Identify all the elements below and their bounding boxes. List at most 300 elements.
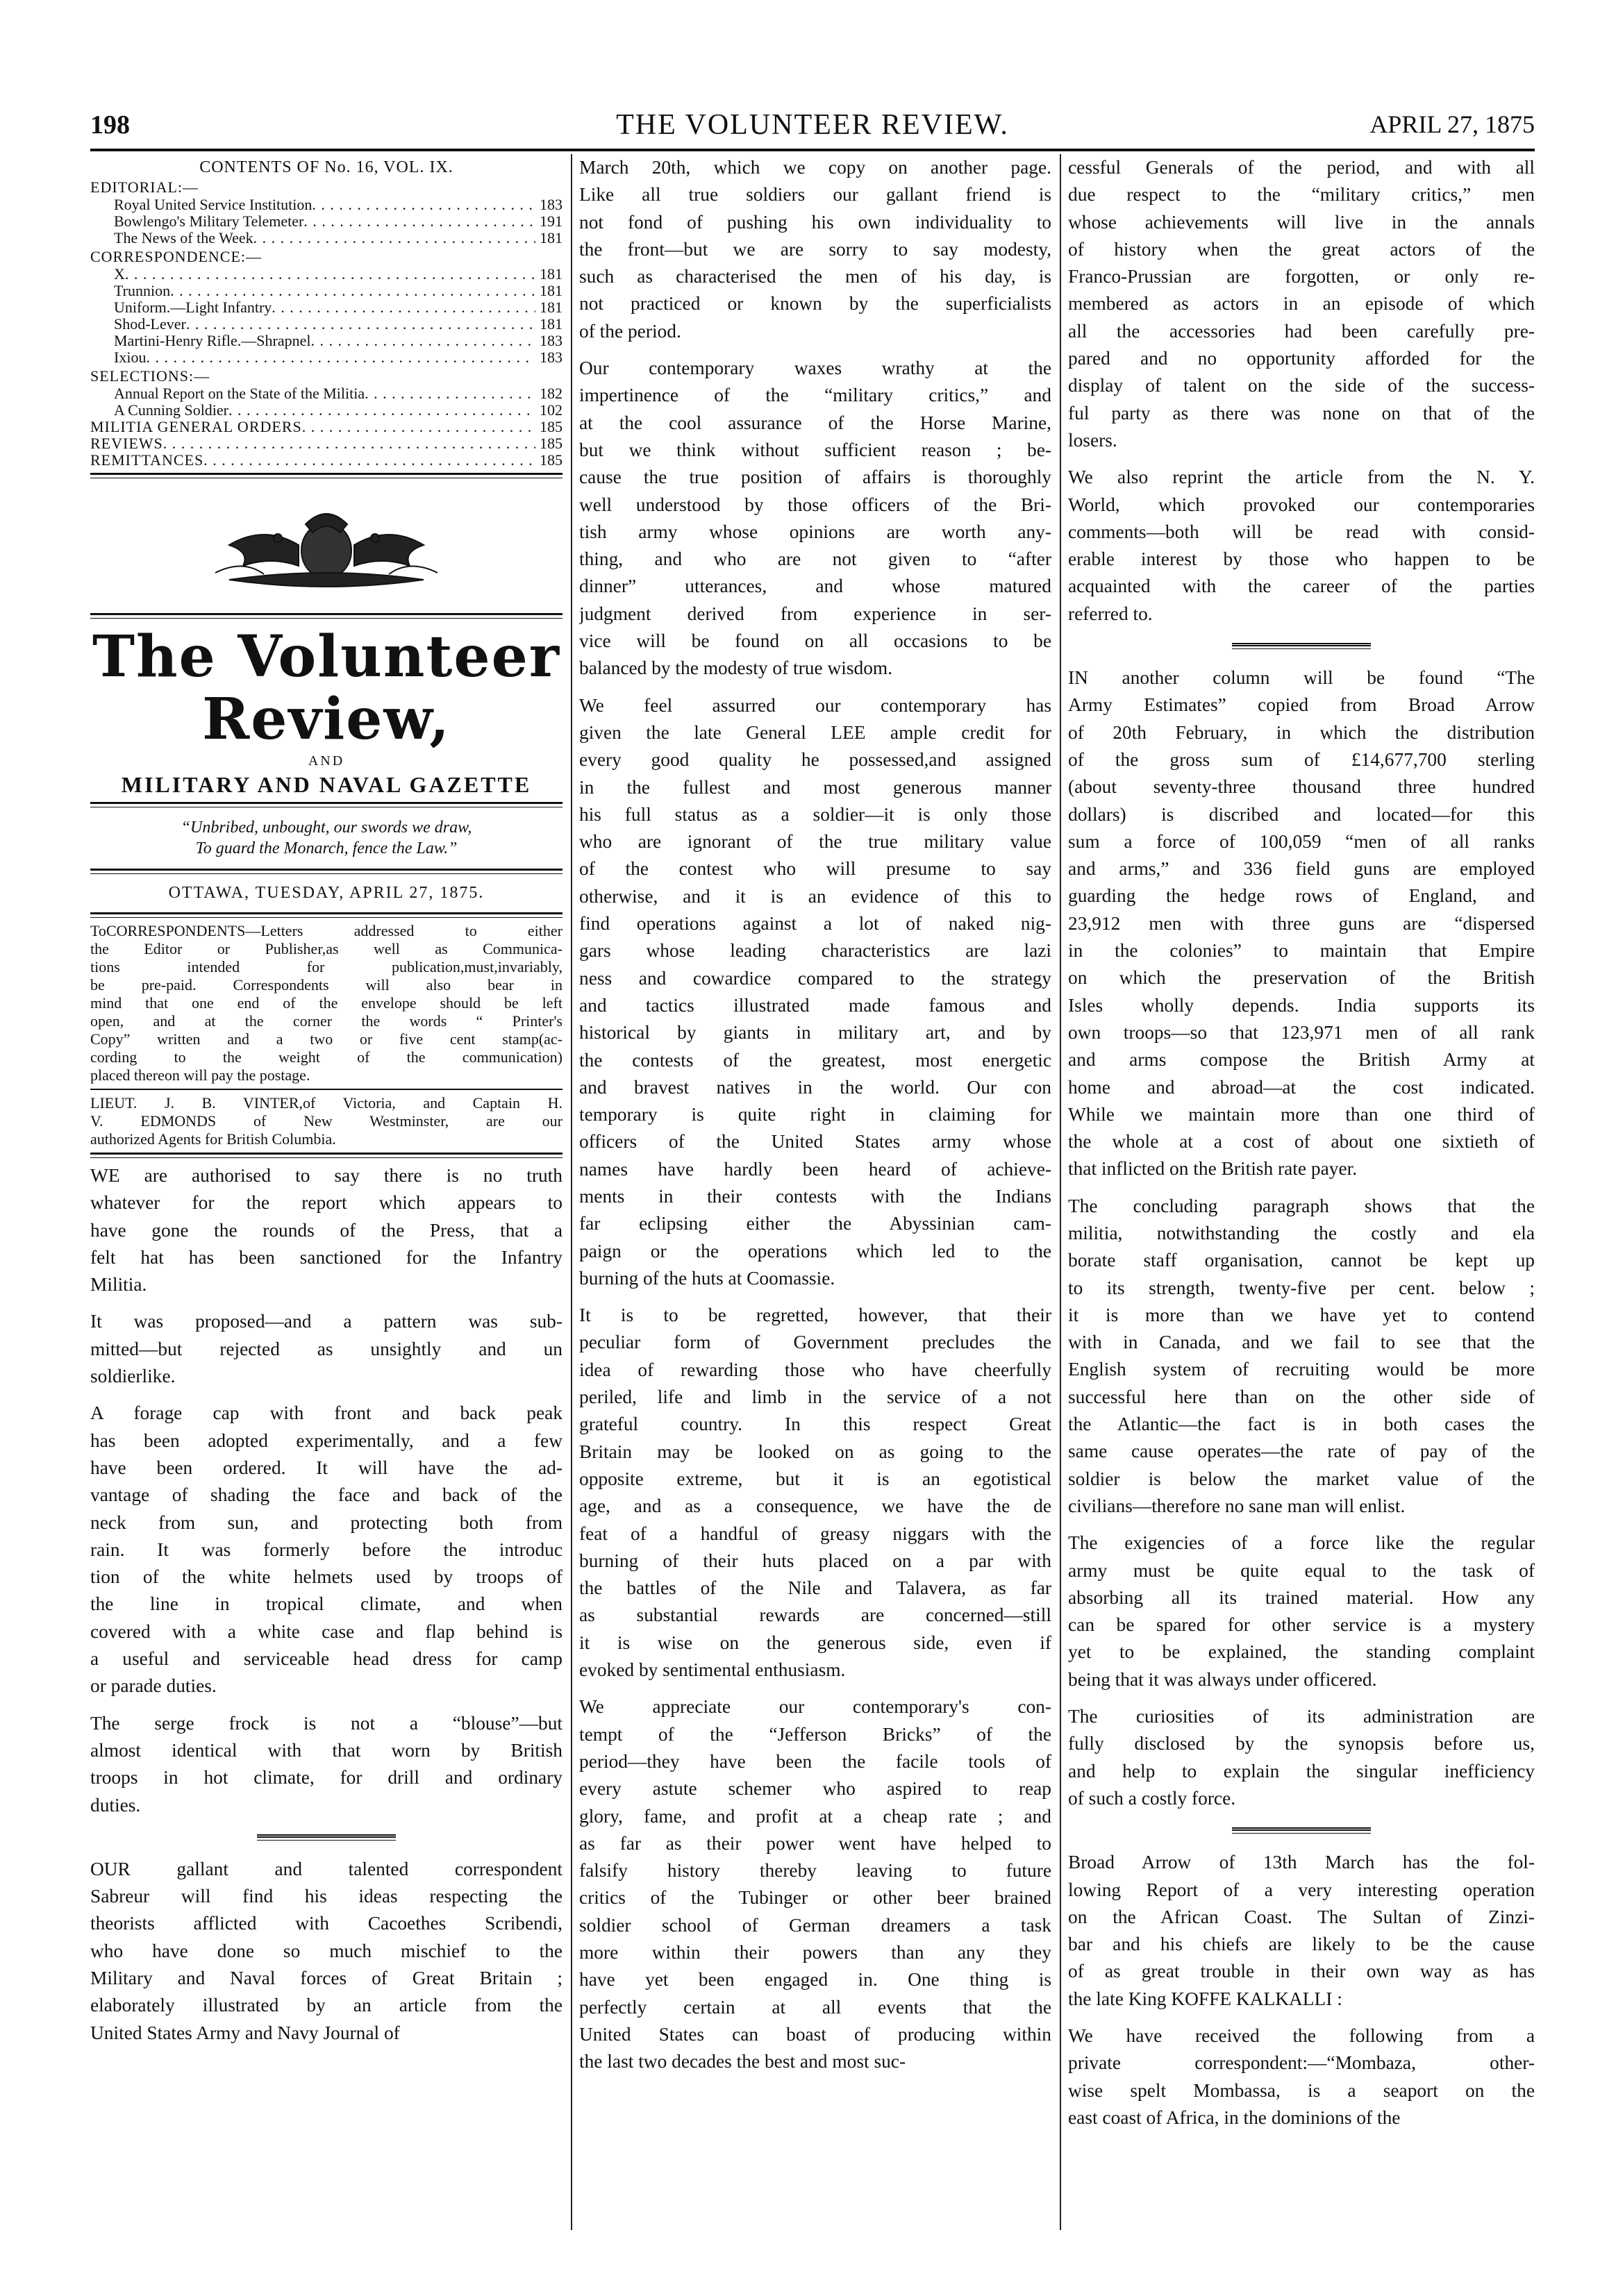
text-line: rain. It was formerly before the introduc [90,1539,563,1560]
text-line: authorized Agents for British Columbia. [90,1130,336,1148]
text-line: It was proposed—and a pattern was sub- [90,1311,563,1332]
column-1 [90,154,563,2247]
text-line: officers of the United States army whose [579,1131,1051,1153]
text-line: who have done so much mischief to the [90,1940,563,1961]
paragraph [579,154,1051,345]
text-line: WE are authorised to say there is no truth [90,1165,563,1186]
rule [90,1089,563,1090]
contents-entry-title: REVIEWS [90,435,163,452]
text-line: dinner” utterances, and whose matured [579,576,1051,597]
paragraph-gap [90,1390,563,1400]
text-line: being that it was always under officered. [1068,1668,1377,1690]
text-line: a useful and serviceable head dress for camp [90,1648,563,1670]
leader-dots [311,333,536,349]
text-line: LIEUT. J. B. VINTER,of Victoria, and Captain H. [90,1094,563,1112]
paragraph [1068,1193,1535,1520]
contents-entry-page: 181 [540,229,563,246]
leader-dots [203,452,535,469]
paragraph [1068,1703,1535,1812]
text-line: idea of rewarding those who have cheerfully [579,1359,1051,1380]
text-line: elaborately illustrated by an article from the [90,1995,563,2016]
text-line: March 20th, which we copy on another page. [579,157,1051,178]
text-line: critics of the Tubinger or other beer brained [579,1887,1051,1909]
text-line: militia, notwithstanding the costly and ela [1068,1222,1535,1243]
contents-entry [90,283,563,299]
text-line: acquainted with the career of the parties [1068,576,1535,597]
text-line: open, and at the corner the words “ Printer's [90,1012,563,1030]
contents-entry-title: Uniform.—Light Infantry [114,299,272,316]
text-line: of the period. [579,320,681,342]
section-separator [1232,1827,1371,1834]
paragraph-gap [1068,2131,1535,2141]
text-line: but we think without sufficient reason ; be- [579,439,1051,460]
double-rule [90,473,563,478]
text-line: have gone the rounds of the Press, that a [90,1219,563,1241]
paragraph-gap [1068,454,1535,464]
paragraph [90,1710,563,1819]
agents-notice [90,1094,563,1148]
contents-entry-page: 181 [540,299,563,316]
contents-entry-page: 182 [540,385,563,402]
text-line: army must be quite equal to the task of [1068,1559,1535,1581]
contents-section: EDITORIAL:— [90,178,199,196]
text-line: impertinence of the “military critics,” and [579,385,1051,406]
text-line: and arms compose the British Army at [1068,1049,1535,1071]
text-line: Military and Naval forces of Great Britain ; [90,1968,563,1989]
paragraph-gap [1068,2013,1535,2022]
leader-dots [303,213,535,230]
section-separator [1232,643,1371,649]
text-line: Militia. [90,1274,147,1296]
contents-entry-title: MILITIA GENERAL ORDERS [90,418,302,435]
text-line: the late King KOFFE KALKALLI : [1068,1988,1342,2009]
leader-dots [186,316,535,333]
text-line: grateful country. In this respect Great [579,1414,1051,1435]
text-line: not practiced or known by the superficialists [579,293,1051,315]
text-line: the front—but we are sorry to say modesty, [579,238,1051,260]
paragraph-gap [579,682,1051,692]
text-line: successful here than on the other side of [1068,1386,1535,1407]
text-line: his full status as a soldier—it is only those [579,803,1051,825]
text-line: We feel assurred our contemporary has [579,694,1051,716]
text-line: the battles of the Nile and Talavera, as far [579,1577,1051,1599]
text-line: ToCORRESPONDENTS—Letters addressed to either [90,922,563,939]
text-line: We appreciate our contemporary's con- [579,1696,1051,1718]
text-line: cause the true position of affairs is thoroughly [579,467,1051,488]
contents-entry-title: Annual Report on the State of the Militia [114,385,365,402]
text-line: temporary is quite right in claiming for [579,1104,1051,1125]
text-line: World, which provoked our contemporaries [1068,494,1535,515]
contents-entry-title: Ixiou [114,349,147,366]
text-line: dollars) is discribed and located—for this [1068,803,1535,825]
column-1-articles [90,1162,563,2056]
text-line: lowing Report of a very interesting operation [1068,1879,1535,1900]
text-line: of 20th February, in which the distribution [1068,721,1535,743]
text-line: V. EDMONDS of New Westminster, are our [90,1112,563,1130]
contents-entry [90,196,563,213]
text-line: ness and cowardice compared to the strategy [579,967,1051,989]
text-line: fully disclosed by the synopsis before us, [1068,1733,1535,1754]
text-line: to its strength, twenty-five per cent. below ; [1068,1277,1535,1298]
double-rule [90,802,563,807]
text-line: 23,912 men with three guns are “dispersed [1068,912,1535,934]
text-line: of the contest who will presume to say [579,858,1051,880]
text-line: borate staff organisation, cannot be kept up [1068,1250,1535,1271]
text-line: on which the preservation of the British [1068,967,1535,989]
leader-dots [146,349,535,366]
contents-entry [90,333,563,349]
paragraph [1068,664,1535,1183]
paragraph [90,1308,563,1390]
paragraph-gap [90,2047,563,2056]
text-line: soldierlike. [90,1366,176,1387]
page-number: 198 [90,110,130,140]
column-2 [579,154,1051,2247]
text-line: (about seventy-three thousand three hundred [1068,776,1535,798]
contents-entry-title: Shod-Lever [114,315,186,333]
text-line: tempt of the “Jefferson Bricks” of the [579,1723,1051,1745]
correspondents-notice [90,922,563,1084]
text-line: Britain may be looked on as going to the [579,1441,1051,1462]
text-line: whose achievements will live in the annals [1068,211,1535,233]
contents-entry [90,266,563,283]
paragraph [1068,2022,1535,2131]
text-line: the whole at a cost of about one sixtieth of [1068,1131,1535,1153]
double-rule [90,1153,563,1158]
contents-entry-page: 191 [540,212,563,230]
double-rule [90,912,563,918]
contents-entry-title: Bowlengo's Military Telemeter [114,212,304,230]
text-line: on the African Coast. The Sultan of Zinzi- [1068,1906,1535,1927]
text-line: display of talent on the side of the success- [1068,375,1535,396]
text-line: it is more than we have yet to contend [1068,1304,1535,1325]
text-line: periled, life and limb in the service of a not [579,1386,1051,1408]
paragraph [90,1856,563,2047]
text-line: tish army whose opinions are worth any- [579,521,1051,542]
text-line: feat of a handful of greasy niggars with the [579,1523,1051,1544]
text-line: felt hat has been sanctioned for the Infantry [90,1246,563,1268]
contents-section: CORRESPONDENCE:— [90,248,263,265]
text-line: given the late General LEE ample credit for [579,721,1051,743]
leader-dots [163,435,535,452]
text-line: balanced by the modesty of true wisdom. [579,657,893,679]
text-line: mind that one end of the envelope should be left [90,994,563,1012]
text-line: age, and as a consequence, we have the de [579,1495,1051,1517]
text-line: burning of the huts at Coomassie. [579,1267,835,1289]
contents-entry-page: 102 [540,401,563,419]
contents-entry-page: 181 [540,315,563,333]
leader-dots [312,196,535,213]
text-line: covered with a white case and flap behind is [90,1620,563,1642]
contents-list [90,178,563,469]
text-line: membered as actors in an episode of which [1068,293,1535,315]
text-line: who are ignorant of the true military value [579,831,1051,853]
text-line: We have received the following from a [1068,2025,1535,2046]
column-2-articles [579,154,1051,2085]
masthead-subtitle: MILITARY AND NAVAL GAZETTE [121,772,532,797]
text-line: has been adopted experimentally, and a few [90,1430,563,1451]
paragraph [579,1693,1051,2075]
text-line: Sabreur will find his ideas respecting the [90,1886,563,1907]
paragraph [90,1162,563,1298]
text-line: United States Army and Navy Journal of [90,2022,400,2043]
text-line: names have hardly been heard of achieve- [579,1158,1051,1180]
paragraph [90,1400,563,1700]
text-line: cessful Generals of the period, and with all [1068,157,1535,178]
text-line: opposite extreme, but it is an egotistical [579,1468,1051,1489]
contents-entry [90,385,563,402]
page-header [90,104,1535,146]
contents-entry-page: 183 [540,332,563,349]
text-line: thing, and who are not given to “after [579,548,1051,570]
contents-box [90,158,563,469]
text-line: every astute schemer who aspired to reap [579,1778,1051,1800]
text-line: wise spelt Mombassa, is a seaport on the [1068,2079,1535,2101]
paragraph [579,355,1051,682]
text-line: such as characterised the men of his day, is [579,266,1051,287]
text-line: historical by giants in military art, and by [579,1022,1051,1044]
contents-entry-title: Martini-Henry Rifle.—Shrapnel [114,332,311,349]
contents-entry [90,299,563,316]
leader-dots [253,230,535,246]
text-line: burning of their huts placed on a par with [579,1550,1051,1571]
paragraph-gap [90,1700,563,1710]
paragraph-gap [579,1292,1051,1302]
text-line: or parade duties. [90,1675,217,1697]
text-line: cording to the weight of the communication) [90,1048,563,1066]
text-line: that inflicted on the British rate payer. [1068,1158,1358,1180]
text-line: and tactics illustrated made famous and [579,994,1051,1016]
text-line: We also reprint the article from the N. Y. [1068,467,1535,488]
contents-entry [90,316,563,333]
text-line: far eclipsing either the Abyssinian cam- [579,1213,1051,1234]
text-line: it is wise on the generous side, even if [579,1632,1051,1653]
text-line: IN another column will be found “The [1068,667,1535,689]
text-line: well understood by those officers of the Bri- [579,494,1051,515]
text-line: tion of the white helmets used by troops of [90,1566,563,1588]
text-line: and help to explain the singular inefficiency [1068,1760,1535,1782]
text-line: glory, fame, and profit at a cheap rate ; and [579,1805,1051,1827]
column-rule [1060,154,1061,2230]
contents-title: CONTENTS OF No. 16, VOL. IX. [199,158,453,176]
text-line: be pre-paid. Correspondents will also bear in [90,976,563,994]
text-line: A forage cap with front and back peak [90,1402,563,1424]
double-rule [90,869,563,874]
text-line: OUR gallant and talented correspondent [90,1858,563,1879]
text-line: ful party as there was none on that of the [1068,402,1535,424]
section-separator [257,1834,396,1841]
text-line: soldier is below the market value of the [1068,1468,1535,1489]
text-line: home and abroad—at the cost indicated. [1068,1076,1535,1098]
text-line: paign or the operations which led to the [579,1240,1051,1262]
masthead-title: The Volunteer Review, [92,623,560,753]
contents-entry-page: 185 [540,451,563,469]
text-line: duties. [90,1794,141,1816]
leader-dots [365,385,535,402]
text-line: can be spared for other service is a mystery [1068,1614,1535,1636]
text-line: same cause operates—the rate of pay of the [1068,1441,1535,1462]
leader-dots [272,299,535,316]
text-line: vantage of shading the face and back of the [90,1484,563,1506]
contents-entry-page: 181 [540,265,563,283]
motto [90,817,563,859]
paragraph [579,1302,1051,1684]
text-line: east coast of Africa, in the dominions of the [1068,2106,1401,2128]
paragraph-gap [579,2075,1051,2085]
contents-entry-page: 185 [540,418,563,435]
text-line: every good quality he possessed,and assigned [579,749,1051,771]
text-line: referred to. [1068,603,1153,624]
contents-entry-title: The News of the Week [114,229,253,246]
text-line: the Editor or Publisher,as well as Communica- [90,940,563,957]
text-line: of as great trouble in their own way as has [1068,1961,1535,1982]
column-3 [1068,154,1535,2247]
column-rule [571,154,572,2230]
text-line: The curiosities of its administration are [1068,1706,1535,1727]
paragraph-gap [1068,1183,1535,1193]
text-line: in the colonies” to maintain that Empire [1068,940,1535,962]
text-line: in the fullest and most generous manner [579,776,1051,798]
text-line: While we maintain more than one third of [1068,1103,1535,1125]
text-line: at the cool assurance of the Horse Marine, [579,412,1051,433]
contents-entry-title: Royal United Service Institution [114,196,313,213]
text-line: sum a force of 100,059 “men of all ranks [1068,830,1535,852]
text-line: due respect to the “military critics,” men [1068,184,1535,206]
text-line: The exigencies of a force like the regular [1068,1532,1535,1554]
text-line: The serge frock is not a “blouse”—but [90,1712,563,1734]
contents-entry [90,435,563,452]
text-line: Our contemporary waxes wrathy at the [579,358,1051,379]
text-line: Army Estimates” copied from Broad Arrow [1068,694,1535,716]
paragraph [579,692,1051,1293]
text-line: vice will be found on all occasions to be [579,630,1051,652]
text-line: gars whose leading characteristics are lazi [579,940,1051,962]
text-line: perfectly certain at all events that the [579,1996,1051,2018]
contents-entry-page: 183 [540,196,563,213]
text-line: of history when the great actors of the [1068,238,1535,260]
text-line: peculiar form of Government precludes the [579,1332,1051,1353]
text-line: whatever for the report which appears to [90,1192,563,1214]
contents-entry-title: A Cunning Soldier [114,401,229,419]
text-line: and bravest natives in the world. Our con [579,1076,1051,1098]
text-line: Franco-Prussian are forgotten, or only re- [1068,266,1535,287]
issue-date: APRIL 27, 1875 [1369,110,1535,138]
motto-line: To guard the Monarch, fence the Law.” [195,839,458,857]
text-line: all the accessories had been carefully pre- [1068,320,1535,342]
contents-entry [90,213,563,230]
text-line: the Atlantic—the fact is in both cases the [1068,1414,1535,1435]
text-line: of the gross sum of £14,677,700 sterling [1068,748,1535,770]
contents-section: SELECTIONS:— [90,367,210,385]
column-3-articles [1068,154,1535,2141]
contents-entry-page: 185 [540,435,563,452]
text-line: have yet been engaged in. One thing is [579,1969,1051,1991]
text-line: judgment derived from experience in ser- [579,603,1051,624]
text-line: absorbing all its trained material. How any [1068,1586,1535,1608]
double-rule [90,613,563,619]
text-line: United States can boast of producing within [579,2023,1051,2045]
text-line: guarding the hedge rows of England, and [1068,885,1535,907]
leader-dots [125,266,535,283]
paragraph [1068,1530,1535,1693]
text-line: It is to be regretted, however, that their [579,1305,1051,1326]
dateline: OTTAWA, TUESDAY, APRIL 27, 1875. [168,884,485,902]
contents-entry [90,419,563,435]
text-line: placed thereon will pay the postage. [90,1066,310,1084]
motto-line: “Unbribed, unbought, our swords we draw, [181,819,472,837]
text-line: falsify history thereby leaving to future [579,1860,1051,1882]
text-line: the contests of the greatest, most energetic [579,1049,1051,1071]
text-line: Isles wholly depends. India supports its [1068,994,1535,1016]
text-line: pared and no opportunity afforded for the [1068,348,1535,369]
contents-entry [90,452,563,469]
text-line: civilians—therefore no sane man will enlist. [1068,1495,1406,1516]
text-line: English system of recruiting would be more [1068,1359,1535,1380]
leader-dots [170,283,535,299]
text-line: troops in hot climate, for drill and ordinary [90,1767,563,1788]
text-line: as substantial rewards are concerned—still [579,1604,1051,1626]
text-line: the last two decades the best and most suc- [579,2051,906,2072]
text-line: private correspondent:—“Mombaza, other- [1068,2052,1535,2074]
text-line: of such a costly force. [1068,1787,1236,1809]
text-line: yet to be explained, the standing complaint [1068,1641,1535,1663]
text-line: and arms,” and 336 field guns are employed [1068,858,1535,880]
paragraph [1068,1849,1535,2013]
contents-entry-page: 181 [540,282,563,299]
text-line: bar and his chiefs are likely to be the cause [1068,1934,1535,1955]
text-line: not fond of pushing his own individuality to [579,211,1051,233]
text-line: mitted—but rejected as unsightly and un [90,1338,563,1359]
leader-dots [302,419,535,435]
paragraph-gap [579,345,1051,355]
paragraph-gap [90,1298,563,1308]
text-line: have been ordered. It will have the ad- [90,1457,563,1478]
text-line: more within their powers than any they [579,1942,1051,1963]
text-line: own troops—so that 123,971 men of all rank [1068,1021,1535,1043]
contents-entry-title: X [114,265,125,283]
paragraph-gap [579,1684,1051,1693]
header-rule [90,149,1535,151]
text-line: period—they have been the facile tools of [579,1750,1051,1772]
contents-entry-title: REMITTANCES [90,451,204,469]
contents-entry-title: Trunnion [114,282,171,299]
text-line: Copy” written and a two or five cent stamp(ac- [90,1030,563,1048]
paragraph-gap [1068,1520,1535,1530]
paragraph [1068,464,1535,628]
text-line: otherwise, and it is an evidence of this to [579,885,1051,907]
text-line: The concluding paragraph shows that the [1068,1195,1535,1216]
text-line: erable interest by those who happen to be [1068,548,1535,570]
text-line: neck from sun, and protecting both from [90,1511,563,1533]
text-line: as far as their power went have helped to [579,1832,1051,1854]
leader-dots [228,402,535,419]
text-line: tions intended for publication,must,invariably, [90,958,563,975]
text-line: find operations against a lot of naked nig- [579,913,1051,935]
crest-ornament [201,496,451,601]
paragraph-gap [1068,1693,1535,1703]
text-line: soldier school of German dreamers a task [579,1914,1051,1936]
text-line: losers. [1068,429,1117,451]
contents-entry-page: 183 [540,349,563,366]
contents-entry [90,349,563,366]
contents-entry [90,230,563,246]
text-line: theorists afflicted with Cacoethes Scribendi, [90,1913,563,1934]
contents-entry [90,402,563,419]
text-line: almost identical with that worn by British [90,1739,563,1761]
text-line: with in Canada, and we fail to see that the [1068,1332,1535,1353]
text-line: ments in their contests with the Indians [579,1185,1051,1207]
text-line: the line in tropical climate, and when [90,1593,563,1615]
